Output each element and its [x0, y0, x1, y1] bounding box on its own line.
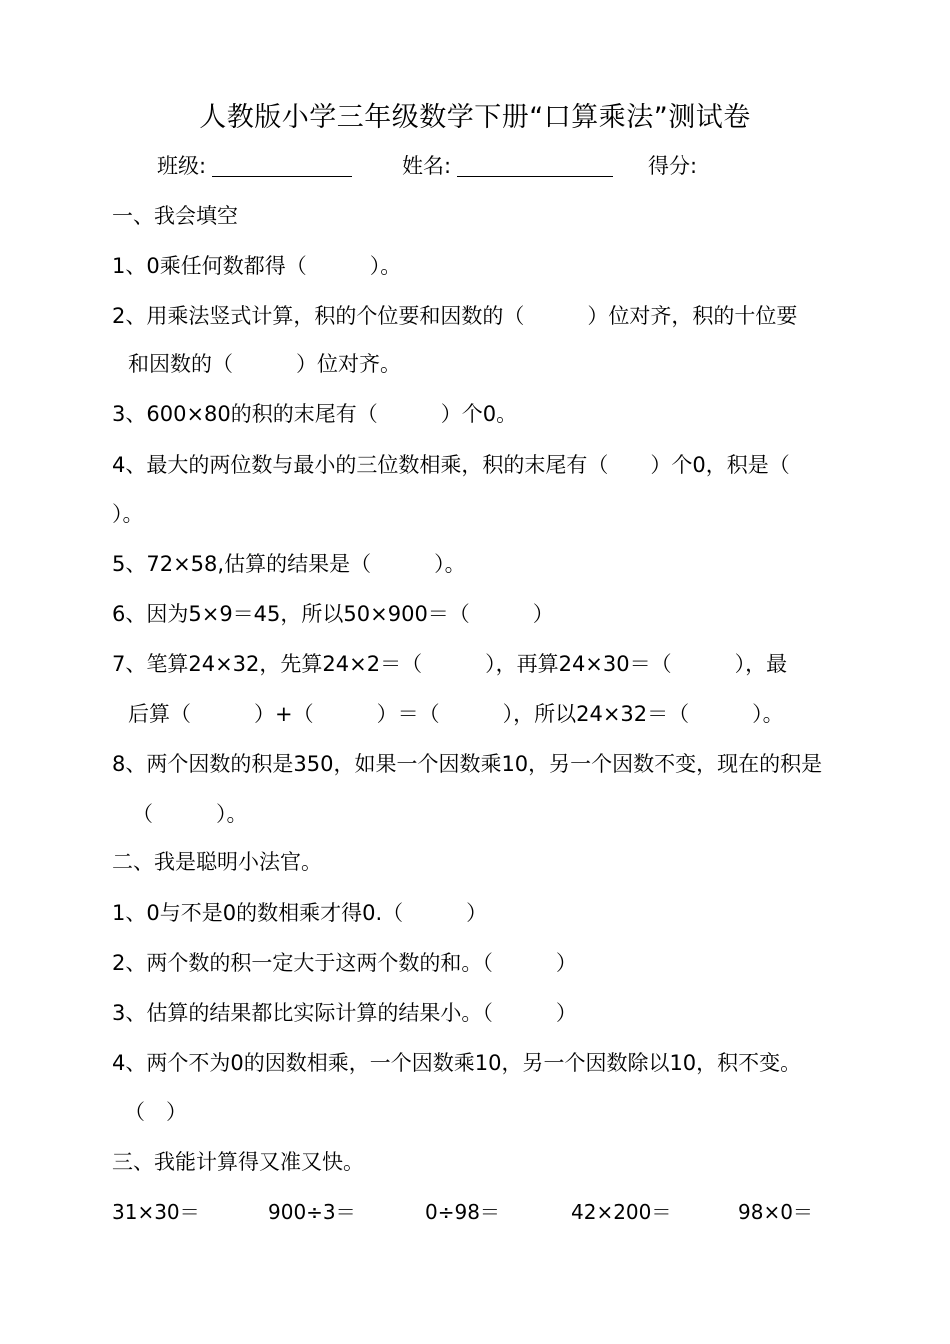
fill-question-7-line-1: 7、笔算24×32，先算24×2＝（ ），再算24×30＝（ ），最	[112, 652, 788, 676]
calc-item-2: 900÷3＝	[268, 1200, 356, 1224]
calc-item-1: 31×30＝	[112, 1200, 200, 1224]
fill-question-3: 3、600×80的积的末尾有（ ）个0。	[112, 402, 518, 426]
calc-item-3: 0÷98＝	[425, 1200, 500, 1224]
name-blank[interactable]	[457, 152, 613, 177]
fill-question-1: 1、0乘任何数都得（ ）。	[112, 254, 402, 278]
class-blank[interactable]	[212, 152, 352, 177]
fill-question-4-line-1: 4、最大的两位数与最小的三位数相乘，积的末尾有（ ）个0，积是（	[112, 453, 790, 477]
fill-question-4-line-2: ）。	[112, 502, 144, 526]
fill-question-2-line-1: 2、用乘法竖式计算，积的个位要和因数的（ ）位对齐，积的十位要	[112, 304, 798, 328]
judge-question-4-line-1: 4、两个不为0的因数相乘，一个因数乘10，另一个因数除以10，积不变。	[112, 1051, 802, 1075]
section-2-heading: 二、我是聪明小法官。	[112, 850, 322, 874]
judge-question-1: 1、0与不是0的数相乘才得0.（ ）	[112, 901, 488, 925]
page-title: 人教版小学三年级数学下册“口算乘法”测试卷	[199, 102, 751, 133]
fill-question-8-line-1: 8、两个因数的积是350，如果一个因数乘10，另一个因数不变，现在的积是	[112, 752, 823, 776]
calc-item-5: 98×0＝	[738, 1200, 813, 1224]
class-field	[157, 148, 352, 184]
fill-question-6: 6、因为5×9＝45，所以50×900＝（ ）	[112, 602, 554, 626]
fill-question-8-line-2: （ ）。	[132, 802, 248, 826]
judge-question-2: 2、两个数的积一定大于这两个数的和。（ ）	[112, 951, 577, 975]
name-label: 姓名:	[402, 154, 452, 178]
section-1-heading: 一、我会填空	[112, 204, 238, 228]
score-label: 得分:	[648, 154, 698, 178]
calc-item-4: 42×200＝	[571, 1200, 672, 1224]
name-field	[402, 148, 613, 184]
judge-question-3: 3、估算的结果都比实际计算的结果小。（ ）	[112, 1001, 577, 1025]
judge-question-4-line-2: （ ）	[124, 1100, 187, 1124]
score-field	[648, 148, 697, 184]
fill-question-2-line-2: 和因数的（ ）位对齐。	[128, 352, 401, 376]
fill-question-5: 5、72×58,估算的结果是（ ）。	[112, 552, 466, 576]
fill-question-7-line-2: 后算（ ）+（ ）＝（ ），所以24×32＝（ ）。	[128, 702, 784, 726]
section-3-heading: 三、我能计算得又准又快。	[112, 1150, 364, 1174]
class-label: 班级:	[157, 154, 207, 178]
